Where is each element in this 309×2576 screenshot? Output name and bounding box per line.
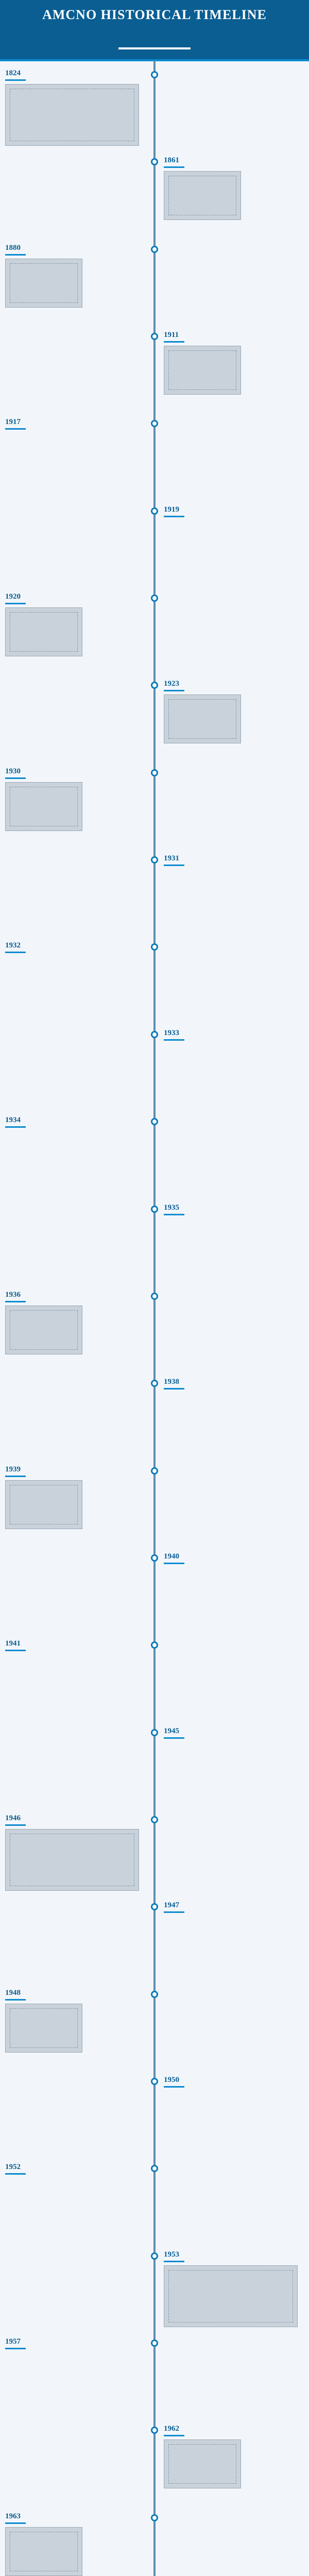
timeline-dot <box>151 595 158 602</box>
timeline-dot <box>151 682 158 689</box>
entry-photo <box>5 782 82 831</box>
entry-photo <box>5 2004 82 2053</box>
timeline-entry <box>5 940 144 956</box>
timeline-entry <box>5 1115 144 1131</box>
entry-year: 1953 <box>164 2250 179 2259</box>
page-header <box>0 0 309 61</box>
entry-year: 1939 <box>5 1465 21 1473</box>
photo-placeholder <box>10 1834 134 1886</box>
photo-placeholder <box>10 1310 78 1350</box>
timeline-dot <box>151 2252 158 2260</box>
entry-year-underline <box>5 1301 26 1302</box>
timeline-dot <box>151 2078 158 2085</box>
photo-placeholder <box>10 2008 78 2048</box>
entry-photo <box>164 2265 298 2327</box>
timeline-dot <box>151 1903 158 1910</box>
entry-year-underline <box>5 1126 26 1128</box>
entry-year-underline <box>164 865 184 866</box>
timeline-spine <box>153 61 156 2576</box>
timeline-dot <box>151 1729 158 1736</box>
timeline-entry <box>5 1464 144 1529</box>
entry-year: 1945 <box>164 1727 179 1735</box>
timeline-dot <box>151 1293 158 1300</box>
timeline-entry <box>164 1726 303 1742</box>
photo-placeholder <box>10 263 78 303</box>
entry-photo <box>164 171 241 220</box>
timeline-dot <box>151 1641 158 1649</box>
entry-year-underline <box>164 1911 184 1913</box>
timeline-dot <box>151 507 158 515</box>
timeline-entry <box>164 2249 303 2327</box>
entry-year: 1824 <box>5 69 21 77</box>
photo-placeholder <box>10 89 134 141</box>
entry-year: 1861 <box>164 156 179 164</box>
photo-placeholder <box>168 2270 293 2323</box>
timeline-dot <box>151 71 158 78</box>
photo-placeholder <box>168 350 236 390</box>
entry-year-underline <box>5 2522 26 2524</box>
timeline-dot <box>151 246 158 253</box>
entry-photo <box>5 84 139 146</box>
timeline-entry <box>164 853 303 869</box>
timeline-entry <box>164 330 303 395</box>
entry-year: 1919 <box>164 505 179 514</box>
entry-photo <box>5 259 82 308</box>
timeline-entry <box>5 1290 144 1354</box>
timeline-dot <box>151 158 158 165</box>
entry-year: 1920 <box>5 592 21 601</box>
entry-year: 1936 <box>5 1291 21 1299</box>
timeline-dot <box>151 2340 158 2347</box>
entry-year-underline <box>5 428 26 430</box>
timeline-entry <box>164 2075 303 2091</box>
entry-year: 1963 <box>5 2512 21 2520</box>
timeline-entry <box>5 1813 144 1891</box>
entry-year: 1923 <box>164 680 179 688</box>
timeline-entry <box>164 1900 303 1916</box>
entry-year-underline <box>5 1476 26 1477</box>
entry-year-underline <box>164 516 184 517</box>
timeline-dot <box>151 1816 158 1823</box>
entry-year: 1940 <box>164 1552 179 1561</box>
entry-photo <box>5 1480 82 1529</box>
entry-year-underline <box>5 952 26 953</box>
entry-year-underline <box>5 2348 26 2349</box>
timeline-dot <box>151 333 158 340</box>
timeline-dot <box>151 1206 158 1213</box>
entry-year-underline <box>5 603 26 604</box>
timeline-entry <box>5 2162 144 2178</box>
entry-photo <box>164 694 241 743</box>
entry-year-underline <box>164 2261 184 2262</box>
page-title: AMCNO HISTORICAL TIMELINE <box>42 7 267 22</box>
entry-year-underline <box>164 341 184 343</box>
entry-year-underline <box>164 2086 184 2088</box>
entry-year: 1932 <box>5 941 21 950</box>
entry-photo <box>5 2527 82 2576</box>
entry-year-underline <box>164 1214 184 1215</box>
entry-year-underline <box>164 1563 184 1564</box>
photo-placeholder <box>168 176 236 215</box>
timeline-dot <box>151 420 158 427</box>
timeline-entry <box>5 417 144 433</box>
timeline-dot <box>151 943 158 951</box>
entry-year-underline <box>5 79 26 81</box>
entry-year-underline <box>164 1039 184 1041</box>
timeline-dot <box>151 2427 158 2434</box>
timeline-entry <box>164 679 303 743</box>
entry-year: 1935 <box>164 1204 179 1212</box>
entry-year: 1941 <box>5 1639 21 1648</box>
timeline-dot <box>151 2514 158 2521</box>
entry-year: 1957 <box>5 2337 21 2346</box>
timeline-entry <box>5 2511 144 2576</box>
entry-photo <box>164 346 241 395</box>
timeline-dot <box>151 1118 158 1125</box>
entry-year: 1948 <box>5 1989 21 1997</box>
timeline-dot <box>151 1380 158 1387</box>
photo-placeholder <box>10 1485 78 1524</box>
timeline-dot <box>151 1554 158 1562</box>
title-underline <box>118 47 191 49</box>
entry-year-underline <box>164 2435 184 2436</box>
entry-year: 1950 <box>164 2076 179 2084</box>
timeline-entry <box>5 2336 144 2352</box>
entry-year-underline <box>5 777 26 779</box>
entry-photo <box>5 607 82 656</box>
timeline-entry <box>164 155 303 220</box>
entry-year-underline <box>164 690 184 691</box>
entry-year: 1933 <box>164 1029 179 1037</box>
photo-placeholder <box>168 699 236 739</box>
entry-year: 1880 <box>5 244 21 252</box>
entry-year: 1946 <box>5 1814 21 1822</box>
photo-placeholder <box>10 2532 78 2571</box>
entry-year: 1947 <box>164 1901 179 1909</box>
entry-photo <box>5 1306 82 1354</box>
entry-photo <box>5 1829 139 1891</box>
entry-photo <box>164 2439 241 2488</box>
timeline-entry <box>164 1028 303 1044</box>
timeline-entry <box>164 1202 303 1218</box>
photo-placeholder <box>168 2444 236 2484</box>
entry-year-underline <box>5 1999 26 2001</box>
timeline-entry <box>5 68 144 146</box>
timeline-dot <box>151 1031 158 1038</box>
timeline-dot <box>151 856 158 863</box>
entry-year-underline <box>164 166 184 168</box>
entry-year: 1930 <box>5 767 21 775</box>
timeline-entry <box>164 1551 303 1567</box>
entry-year-underline <box>5 2173 26 2175</box>
entry-year-underline <box>5 1824 26 1826</box>
timeline-dot <box>151 1991 158 1998</box>
entry-year: 1931 <box>164 854 179 862</box>
entry-year: 1934 <box>5 1116 21 1124</box>
entry-year: 1917 <box>5 418 21 426</box>
entry-year: 1962 <box>164 2425 179 2433</box>
timeline-dot <box>151 2165 158 2172</box>
entry-year-underline <box>164 1388 184 1389</box>
timeline-entry <box>5 591 144 656</box>
photo-placeholder <box>10 787 78 826</box>
entry-year-underline <box>5 1650 26 1651</box>
entry-year: 1911 <box>164 331 179 339</box>
timeline-dot <box>151 769 158 776</box>
timeline-dot <box>151 1467 158 1475</box>
entry-year-underline <box>164 1737 184 1739</box>
timeline-entry <box>5 1988 144 2053</box>
timeline-entry <box>164 2424 303 2488</box>
timeline-entry <box>164 504 303 520</box>
photo-placeholder <box>10 612 78 652</box>
entry-year: 1938 <box>164 1378 179 1386</box>
timeline-entry <box>5 766 144 831</box>
timeline-entry <box>5 243 144 308</box>
timeline-entry <box>5 1638 144 1654</box>
entry-year-underline <box>5 254 26 256</box>
timeline-entry <box>164 1377 303 1393</box>
entry-year: 1952 <box>5 2163 21 2171</box>
